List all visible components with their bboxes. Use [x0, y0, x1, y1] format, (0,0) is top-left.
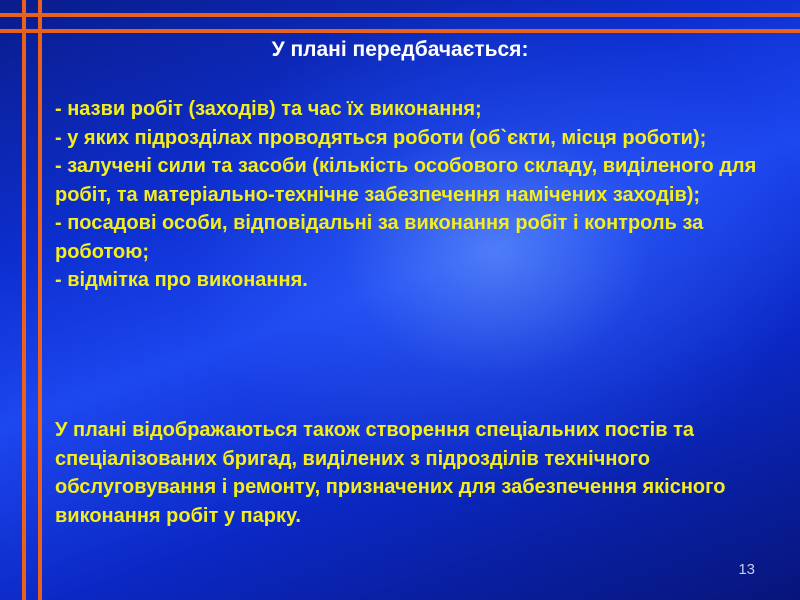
summary-paragraph: У плані відображаються також створення спеціальних постів та спеціалізованих бригад, виділених з підрозділів технічного обслуговування і ремонту, призначених для забезпечення якісного виконання робіт у парку.	[55, 419, 726, 527]
bullet-item: - посадові особи, відповідальні за виконання робіт і контроль за роботою;	[55, 212, 704, 263]
decorative-vertical-line	[38, 0, 42, 600]
bullet-item: - у яких підрозділах проводяться роботи (об`єкти, місця роботи);	[55, 126, 707, 149]
decorative-horizontal-line	[0, 29, 800, 33]
slide-title: У плані передбачається:	[271, 38, 529, 61]
decorative-horizontal-line	[0, 13, 800, 17]
decorative-vertical-line	[22, 0, 26, 600]
bullet-item: - відмітка про виконання.	[55, 269, 308, 291]
bullet-item: - назви робіт (заходів) та час їх виконання;	[55, 98, 482, 120]
page-number: 13	[738, 561, 755, 578]
bullet-item: - залучені сили та засоби (кількість особового складу, виділеного для робіт, та матеріально-технічне забезпечення намічених заходів);	[55, 155, 757, 206]
bullet-list	[55, 95, 785, 295]
